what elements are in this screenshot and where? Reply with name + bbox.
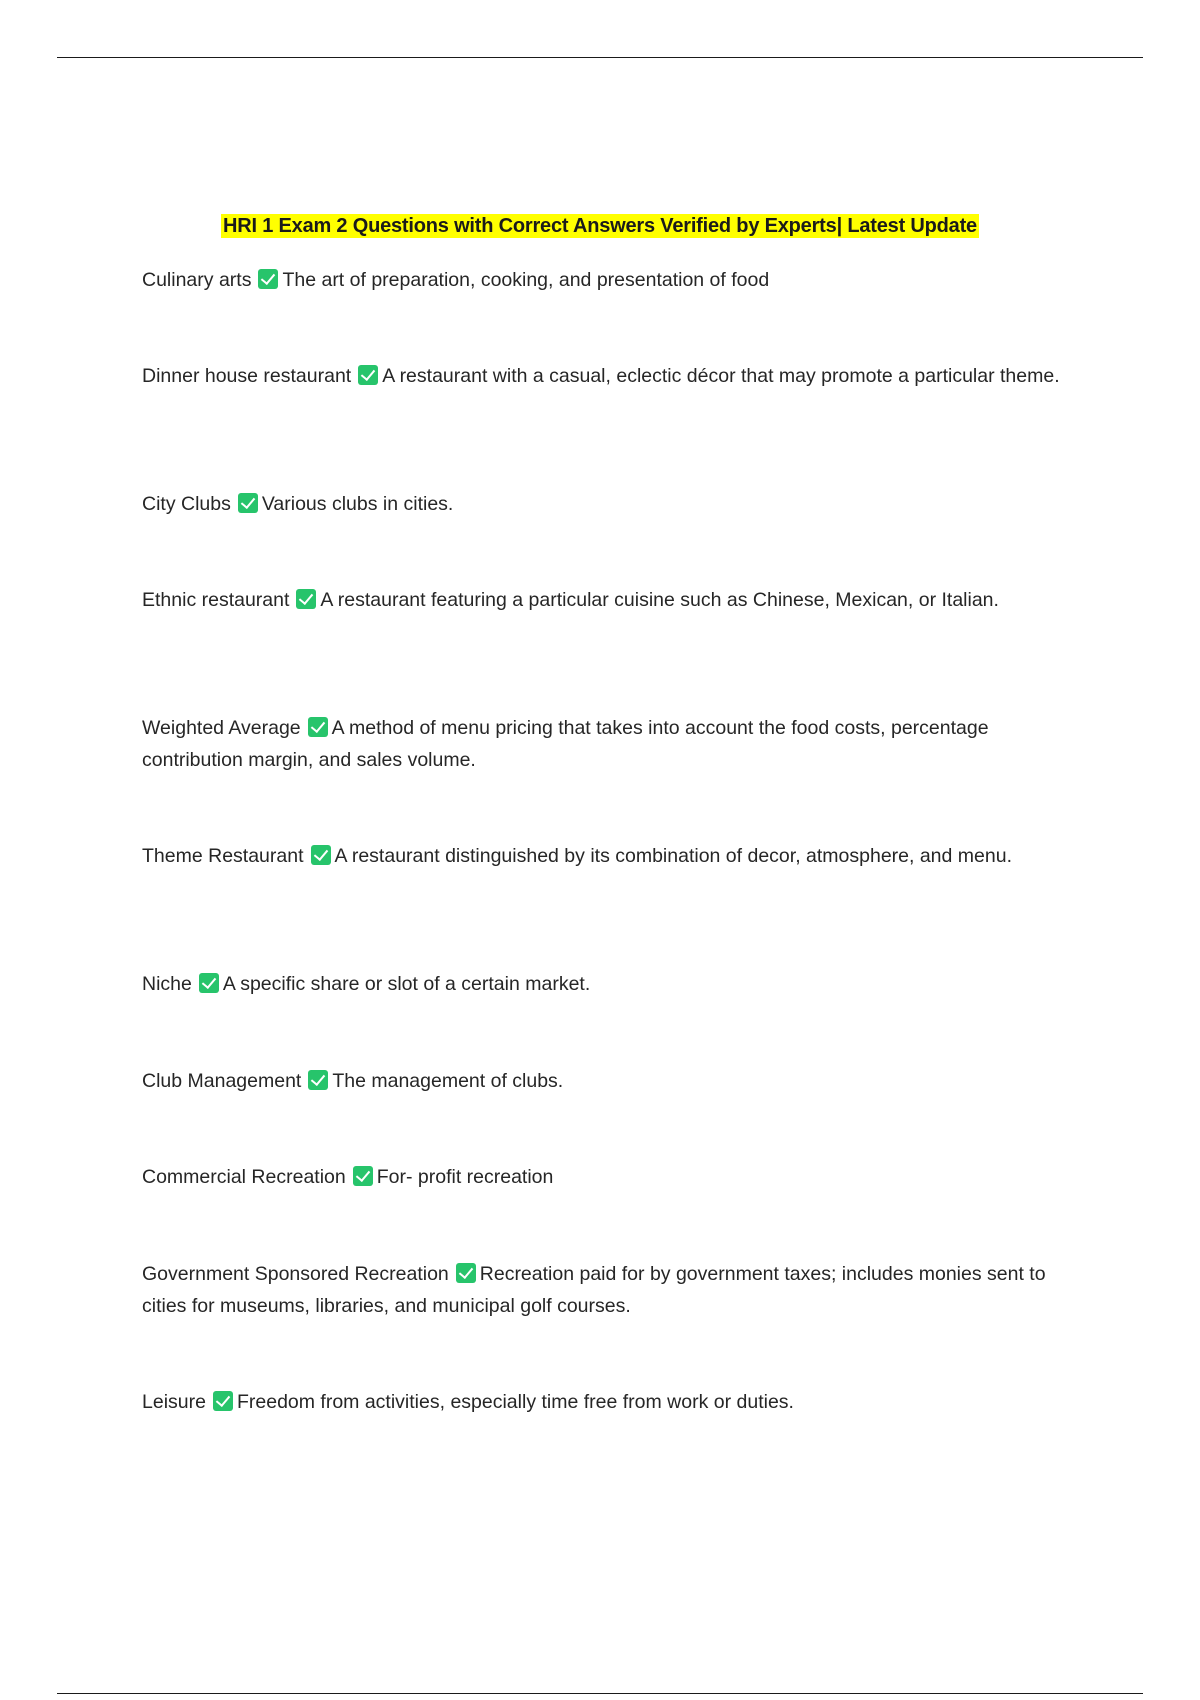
qa-item: [142, 1386, 1062, 1418]
definition: A restaurant featuring a particular cuisine such as Chinese, Mexican, or Italian.: [320, 589, 999, 611]
check-icon: [308, 717, 328, 737]
qa-item: [142, 1161, 1062, 1193]
qa-item: [142, 584, 1062, 616]
check-icon: [258, 269, 278, 289]
term: Theme Restaurant: [142, 845, 304, 867]
definition: For- profit recreation: [376, 1166, 554, 1188]
document-title: [0, 215, 1200, 238]
term: Weighted Average: [142, 717, 301, 739]
bottom-rule: [57, 1693, 1143, 1694]
term: Leisure: [142, 1391, 206, 1413]
definition: A restaurant with a casual, eclectic décor that may promote a particular theme.: [382, 365, 1060, 387]
definition: Various clubs in cities.: [261, 493, 454, 515]
qa-item: [142, 1258, 1062, 1322]
term: Dinner house restaurant: [142, 365, 352, 387]
term: Culinary arts: [142, 269, 252, 291]
definition: Freedom from activities, especially time free from work or duties.: [236, 1391, 794, 1413]
check-icon: [296, 589, 316, 609]
qa-item: [142, 840, 1062, 872]
check-icon: [199, 973, 219, 993]
check-icon: [311, 845, 331, 865]
check-icon: [358, 365, 378, 385]
qa-item: [142, 264, 1062, 296]
term: City Clubs: [142, 493, 231, 515]
qa-item: [142, 968, 1062, 1000]
check-icon: [238, 493, 258, 513]
check-icon: [308, 1070, 328, 1090]
definition: The management of clubs.: [332, 1070, 564, 1092]
top-rule: [57, 57, 1143, 58]
document-title-text: HRI 1 Exam 2 Questions with Correct Answers Verified by Experts| Latest Update: [223, 215, 977, 237]
check-icon: [353, 1166, 373, 1186]
definition: Recreation paid for by government taxes; includes monies sent to cities for museums, libraries, and municipal golf courses.: [142, 1263, 1046, 1317]
term: Government Sponsored Recreation: [142, 1263, 449, 1285]
term: Ethnic restaurant: [142, 589, 290, 611]
qa-item: [142, 712, 1062, 776]
definition: A restaurant distinguished by its combination of decor, atmosphere, and menu.: [334, 845, 1012, 867]
definition: A method of menu pricing that takes into account the food costs, percentage contribution margin, and sales volume.: [142, 717, 989, 771]
definition: A specific share or slot of a certain market.: [222, 973, 591, 995]
qa-item: [142, 360, 1062, 392]
check-icon: [456, 1263, 476, 1283]
term: Niche: [142, 973, 192, 995]
term: Commercial Recreation: [142, 1166, 346, 1188]
definition: The art of preparation, cooking, and presentation of food: [282, 269, 770, 291]
qa-item: [142, 488, 1062, 520]
qa-item: [142, 1065, 1062, 1097]
check-icon: [213, 1391, 233, 1411]
term: Club Management: [142, 1070, 302, 1092]
